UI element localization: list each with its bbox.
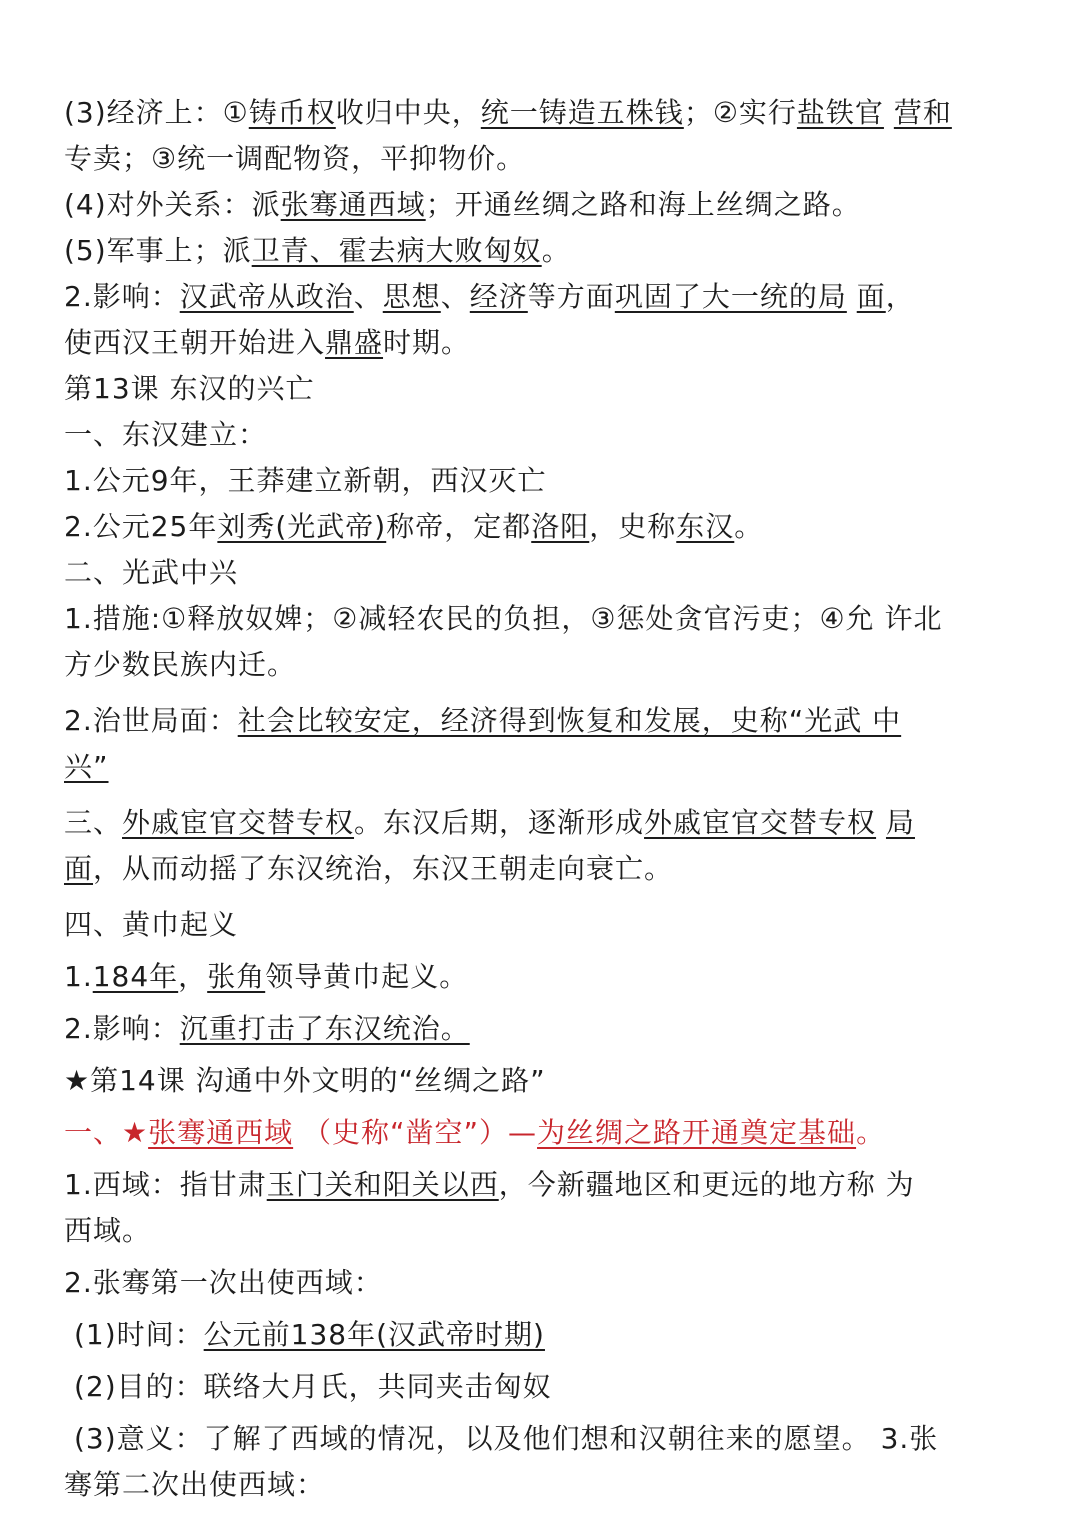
lesson-heading: ★第14课 沟通中外文明的“丝绸之路”	[64, 1064, 546, 1097]
text-line: (2)目的：联络大月氏，共同夹击匈奴	[74, 1370, 552, 1403]
section-heading: 三、外戚宦官交替专权。东汉后期，逐渐形成外戚宦官交替专权 局	[64, 806, 915, 839]
lesson-heading: 第13课 东汉的兴亡	[64, 372, 315, 405]
text-line: 2.公元25年刘秀(光武帝)称帝，定都洛阳，史称东汉。	[64, 510, 764, 543]
text-line: 1.措施:①释放奴婢；②减轻农民的负担，③惩处贪官污吏；④允 许北	[64, 602, 943, 635]
text-line: 2.影响：汉武帝从政治、思想、经济等方面巩固了大一统的局 面，	[64, 280, 915, 313]
text-line: 兴”	[64, 750, 109, 783]
text-line: 2.张骞第一次出使西域：	[64, 1266, 383, 1299]
text-line: (3)经济上：①铸币权收归中央，统一铸造五株钱；②实行盐铁官 营和	[64, 96, 952, 129]
text-line: (3)意义：了解了西域的情况，以及他们想和汉朝往来的愿望。 3.张	[74, 1422, 939, 1455]
text-line: 专卖；③统一调配物资，平抑物价。	[64, 142, 526, 175]
text-line: 1.西域：指甘肃玉门关和阳关以西，今新疆地区和更远的地方称 为	[64, 1168, 915, 1201]
text-line: 使西汉王朝开始进入鼎盛时期。	[64, 326, 471, 359]
text-line: 骞第二次出使西域：	[64, 1468, 326, 1501]
text-line: 面，从而动摇了东汉统治，东汉王朝走向衰亡。	[64, 852, 674, 885]
section-heading-red: 一、★张骞通西域 （史称“凿空”）—为丝绸之路开通奠定基础。	[64, 1116, 886, 1149]
text-line: 1.184年，张角领导黄巾起义。	[64, 960, 469, 993]
text-line: (5)军事上；派卫青、霍去病大败匈奴。	[64, 234, 571, 267]
text-line: 2.影响：沉重打击了东汉统治。	[64, 1012, 470, 1045]
section-heading: 一、东汉建立：	[64, 418, 268, 451]
section-heading: 二、光武中兴	[64, 556, 239, 589]
text-line: 方少数民族内迁。	[64, 648, 297, 681]
text-line: (4)对外关系：派张骞通西域；开通丝绸之路和海上丝绸之路。	[64, 188, 861, 221]
section-heading: 四、黄巾起义	[64, 908, 239, 941]
text-line: 2.治世局面：社会比较安定，经济得到恢复和发展，史称“光武 中	[64, 704, 902, 737]
document-page	[64, 90, 1024, 1508]
text-line: 1.公元9年，王莽建立新朝，西汉灭亡	[64, 464, 547, 497]
text-line: 西域。	[64, 1214, 152, 1247]
text-line: (1)时间：公元前138年(汉武帝时期)	[74, 1318, 545, 1351]
